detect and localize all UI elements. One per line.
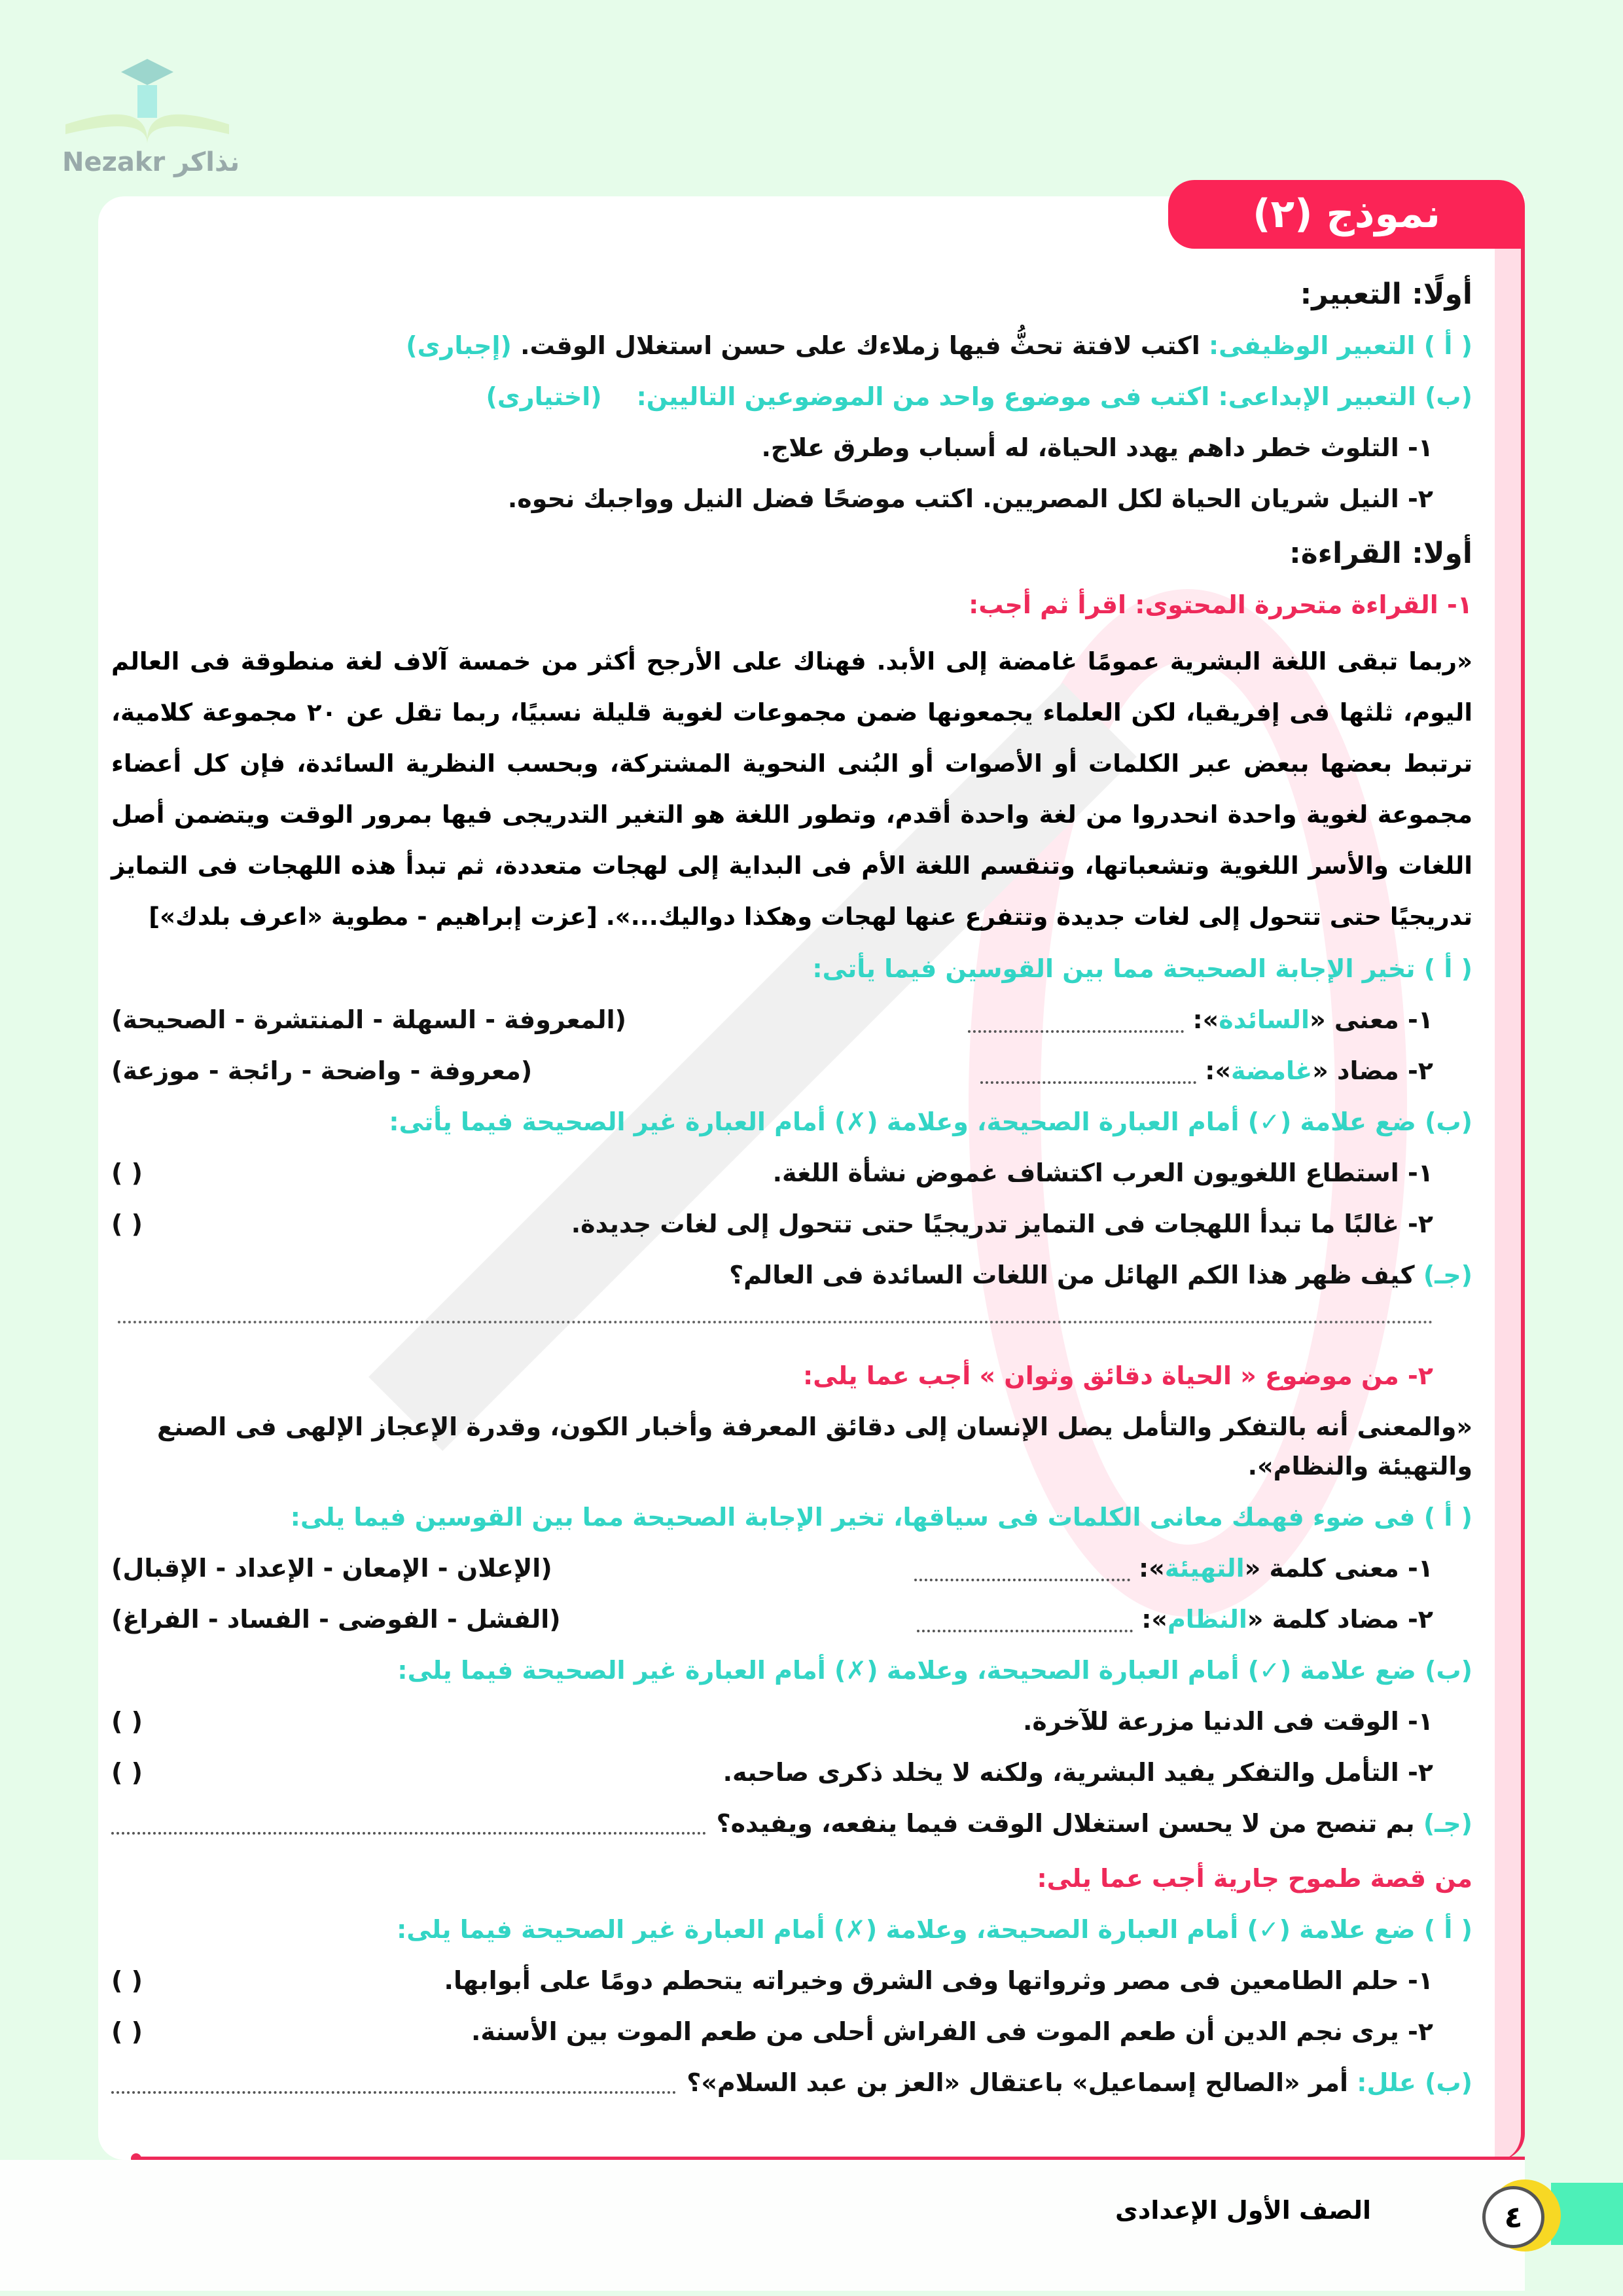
q2b-item xyxy=(111,1753,1433,1792)
exam-card xyxy=(98,191,1525,2160)
q2c-question xyxy=(111,1804,1472,1843)
page-number: ٤ xyxy=(1482,2186,1544,2248)
q2-heading: ٢- من موضوع « الحياة دقائق وثوان » أجب عما يلى: xyxy=(803,1361,1433,1390)
q2a-question: ١- معنى كلمة «التهيئة»: xyxy=(914,1549,1433,1588)
qa-options: (المعروفة - السهلة - المنتشرة - الصحيحة) xyxy=(111,1005,627,1034)
grade-label: الصف الأول الإعدادى xyxy=(1115,2196,1371,2225)
answer-blank[interactable] xyxy=(111,1812,706,1835)
label: (ب) التعبير الإبداعى: اكتب فى موضوع واحد من الموضوعين التاليين: xyxy=(636,382,1472,411)
statement: ٢- التأمل والتفكر يفيد البشرية، ولكنه لا يخلد ذكرى صاحبه. xyxy=(722,1758,1433,1787)
q3-heading: من قصة طموح جارية أجب عما يلى: xyxy=(1037,1864,1472,1893)
qa-question: ٢- مضاد «غامضة»: xyxy=(980,1051,1433,1090)
answer-blank[interactable] xyxy=(914,1559,1130,1581)
answer-blank[interactable] xyxy=(917,1610,1133,1632)
q3a-heading: ( أ ) ضع علامة (✓) أمام العبارة الصحيحة، وعلامة (✗) أمام العبارة غير الصحيحة فيما يلى: xyxy=(397,1915,1472,1944)
section-heading-expression: أولًا: التعبير: xyxy=(1300,278,1472,311)
q2a-question: ٢- مضاد كلمة «النظام»: xyxy=(917,1600,1433,1639)
label: ( أ ) التعبير الوظيفى: xyxy=(1208,331,1472,360)
question-text: (جـ) بم تنصح من لا يحسن استغلال الوقت فيما ينفعه، ويفيده؟ xyxy=(716,1809,1472,1838)
answer-brackets[interactable]: ( ) xyxy=(111,1210,143,1238)
passage-line: لكن العلماء يجمعونها ضمن مجموعات لغوية قليلة نسبيًا، ربما تقل عن ٢٠ مجموعة كلامية، ترتبط بعضها ببعض عبر الكلمات أو الأصوات xyxy=(111,698,1472,778)
statement: ١- حلم الطامعين فى مصر وثرواتها وفى الشرق وخيراته يتحطم دومًا على أبوابها. xyxy=(444,1966,1433,1995)
text: اكتب لافتة تحثُّ فيها زملاءك على حسن استغلال الوقت. xyxy=(520,331,1200,360)
creative-expression xyxy=(111,377,1472,416)
model-title: نموذج (٢) xyxy=(1168,180,1525,249)
qb-item xyxy=(111,1204,1433,1244)
q2a-item xyxy=(111,1600,1433,1639)
tag: (إجبارى) xyxy=(406,331,512,360)
section-heading-reading: أولا: القراءة: xyxy=(1289,537,1472,570)
q2a-options: (الفشل - الفوضى - الفساد - الفراغ) xyxy=(111,1605,561,1634)
qb-heading: (ب) ضع علامة (✓) أمام العبارة الصحيحة، وعلامة (✗) أمام العبارة غير الصحيحة فيما يأتى: xyxy=(389,1107,1472,1136)
passage-line: اللهجات فى التمايز تدريجيًا حتى تتحول إلى لغات جديدة وتتفرع عنها لهجات وهكذا دواليك...». [عزت إبراهيم - مطوية «اعرف بلدك»] xyxy=(111,852,1472,931)
qa-item xyxy=(111,1000,1433,1039)
answer-brackets[interactable]: ( ) xyxy=(111,1966,143,1995)
tag: (اختيارى) xyxy=(486,382,602,411)
exam-content xyxy=(111,275,1472,2102)
statement: ٢- يرى نجم الدين أن طعم الموت فى الفراش أحلى من طعم الموت بين الأسنة. xyxy=(471,2017,1433,2046)
q2a-options: (الإعلان - الإمعان - الإعداد - الإقبال) xyxy=(111,1554,552,1583)
statement: ١- استطاع اللغويون العرب اكتشاف غموض نشأة اللغة. xyxy=(772,1158,1433,1187)
qa-heading: ( أ ) تخير الإجابة الصحيحة مما بين القوسين فيما يأتى: xyxy=(812,954,1472,983)
statement: ٢- غالبًا ما تبدأ اللهجات فى التمايز تدريجيًا حتى تتحول إلى لغات جديدة. xyxy=(571,1210,1433,1238)
qc-question: (جـ) كيف ظهر هذا الكم الهائل من اللغات السائدة فى العالم؟ xyxy=(729,1261,1472,1289)
question-text: (ب) علل: أمر «الصالح إسماعيل» باعتقال «العز بن عبد السلام»؟ xyxy=(687,2068,1472,2097)
q3a-item xyxy=(111,2012,1433,2051)
q2a-heading: ( أ ) فى ضوء فهمك معانى الكلمات فى سياقها، تخير الإجابة الصحيحة مما بين القوسين فيما يلى: xyxy=(290,1503,1472,1532)
q3b-question xyxy=(111,2063,1472,2102)
footer xyxy=(0,2160,1525,2291)
q2-quote: «والمعنى أنه بالتفكر والتأمل يصل الإنسان إلى دقائق المعرفة وأخبار الكون، وقدرة الإعجاز الإلهى فى الصنع والتهيئة والنظام». xyxy=(157,1412,1472,1480)
answer-line[interactable] xyxy=(118,1321,1433,1323)
passage-line: التدريجى فيها بمرور الوقت ويتضمن أصل اللغات والأسر اللغوية وتشعباتها، وتنقسم اللغة الأم فى البداية إلى لهجات متعددة، ثم تبدأ هذه xyxy=(111,800,1472,880)
answer-brackets[interactable]: ( ) xyxy=(111,2017,143,2046)
topic-item: ٢- النيل شريان الحياة لكل المصريين. اكتب موضحًا فضل النيل وواجبك نحوه. xyxy=(507,484,1433,513)
footer-accent xyxy=(1551,2183,1623,2245)
q2b-item xyxy=(111,1702,1433,1741)
topic-item: ١- التلوث خطر داهم يهدد الحياة، له أسباب وطرق علاج. xyxy=(761,433,1433,462)
logo-text: Nezakr نذاكر xyxy=(62,147,240,177)
statement: ١- الوقت فى الدنيا مزرعة للآخرة. xyxy=(1022,1707,1433,1736)
answer-blank[interactable] xyxy=(968,1011,1184,1033)
passage xyxy=(111,636,1472,942)
q2b-heading: (ب) ضع علامة (✓) أمام العبارة الصحيحة، وعلامة (✗) أمام العبارة غير الصحيحة فيما يلى: xyxy=(397,1656,1472,1685)
qa-options: (معروفة - واضحة - رائجة - موزعة) xyxy=(111,1056,533,1085)
qa-question: ١- معنى «السائدة»: xyxy=(968,1000,1433,1039)
answer-brackets[interactable]: ( ) xyxy=(111,1707,143,1736)
answer-blank[interactable] xyxy=(111,2072,676,2094)
card-side-band xyxy=(1495,242,1525,2160)
qa-item xyxy=(111,1051,1433,1090)
q3a-item xyxy=(111,1961,1433,2000)
q1-heading: ١- القراءة متحررة المحتوى: اقرأ ثم أجب: xyxy=(969,590,1472,619)
functional-expression xyxy=(111,326,1472,365)
q2a-item xyxy=(111,1549,1433,1588)
passage-line: أو البُنى النحوية المشتركة، وبحسب النظرية السائدة، فإن كل أعضاء مجموعة لغوية واحدة انحدروا من لغة واحدة أقدم، وتطور اللغة هو التغير xyxy=(111,749,1472,829)
passage-line: «ربما تبقى اللغة البشرية عمومًا غامضة إلى الأبد. فهناك على الأرجح أكثر من خمسة آلاف لغة منطوقة فى العالم اليوم، ثلثها فى إفريقيا، xyxy=(111,647,1473,726)
answer-blank[interactable] xyxy=(980,1062,1196,1084)
answer-brackets[interactable]: ( ) xyxy=(111,1158,143,1187)
qb-item xyxy=(111,1153,1433,1193)
answer-brackets[interactable]: ( ) xyxy=(111,1758,143,1787)
